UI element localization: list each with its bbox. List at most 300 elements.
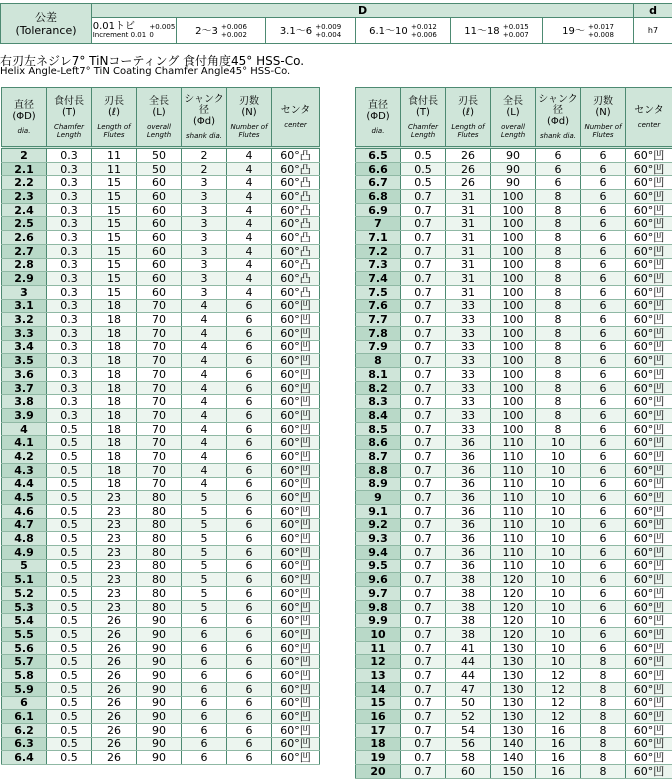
cell-flute-count: 6 <box>581 162 626 176</box>
cell-chamfer-length: 0.5 <box>47 696 92 710</box>
cell-shank-diameter: 10 <box>536 587 581 601</box>
cell-chamfer-length: 0.7 <box>401 504 446 518</box>
cell-diameter: 6.1 <box>2 710 47 724</box>
column-header-flute-count <box>227 88 272 148</box>
cell-flute-count: 6 <box>581 326 626 340</box>
cell-flute-length: 18 <box>92 313 137 327</box>
cell-overall-length: 130 <box>491 696 536 710</box>
cell-diameter: 2.8 <box>2 258 47 272</box>
cell-chamfer-length: 0.5 <box>47 628 92 642</box>
cell-shank-diameter: 8 <box>536 190 581 204</box>
table-row <box>2 409 320 423</box>
cell-center: 60°凹 <box>626 614 672 628</box>
cell-flute-count: 6 <box>227 436 272 450</box>
cell-diameter: 4.2 <box>2 450 47 464</box>
cell-chamfer-length: 0.7 <box>401 422 446 436</box>
cell-overall-length: 100 <box>491 299 536 313</box>
cell-overall-length: 110 <box>491 436 536 450</box>
cell-flute-count: 4 <box>227 258 272 272</box>
table-row <box>2 368 320 382</box>
cell-overall-length: 60 <box>137 176 182 190</box>
cell-center: 60°凹 <box>272 422 320 436</box>
cell-diameter: 4.9 <box>2 545 47 559</box>
cell-overall-length: 150 <box>491 764 536 778</box>
cell-flute-count: 6 <box>227 573 272 587</box>
cell-center: 60°凹 <box>626 477 672 491</box>
cell-flute-length: 33 <box>446 409 491 423</box>
column-header-en: center <box>272 121 319 129</box>
table-row <box>2 244 320 258</box>
column-header-symbol: (T) <box>47 107 91 118</box>
tol-range: 19〜 <box>562 26 585 37</box>
column-header-chamfer-length <box>47 88 92 148</box>
cell-overall-length: 60 <box>137 258 182 272</box>
cell-diameter: 4.6 <box>2 504 47 518</box>
cell-chamfer-length: 0.5 <box>47 710 92 724</box>
column-header-en: shank dia. <box>536 132 580 140</box>
table-row <box>2 723 320 737</box>
cell-flute-length: 23 <box>92 559 137 573</box>
cell-flute-count: 6 <box>581 573 626 587</box>
cell-flute-count: 6 <box>581 285 626 299</box>
tol-upper: +0.015 <box>503 23 529 31</box>
table-row <box>356 258 672 272</box>
table-row <box>356 723 672 737</box>
cell-overall-length: 110 <box>491 559 536 573</box>
cell-chamfer-length: 0.7 <box>401 258 446 272</box>
cell-flute-length: 26 <box>92 614 137 628</box>
cell-flute-length: 31 <box>446 285 491 299</box>
cell-flute-count: 6 <box>581 422 626 436</box>
cell-flute-count: 6 <box>581 217 626 231</box>
cell-flute-length: 36 <box>446 463 491 477</box>
cell-diameter: 14 <box>356 682 401 696</box>
cell-flute-count: 6 <box>227 545 272 559</box>
column-header-en: Number of Flutes <box>581 123 625 139</box>
cell-flute-count: 6 <box>227 696 272 710</box>
tol-range: 3.1〜6 <box>280 26 312 37</box>
cell-center: 60°凹 <box>626 381 672 395</box>
cell-flute-count: 4 <box>227 148 272 163</box>
cell-overall-length: 70 <box>137 477 182 491</box>
cell-overall-length: 130 <box>491 641 536 655</box>
cell-diameter: 4.3 <box>2 463 47 477</box>
cell-flute-count: 6 <box>227 751 272 765</box>
cell-shank-diameter: 5 <box>182 532 227 546</box>
cell-diameter: 7.4 <box>356 272 401 286</box>
cell-chamfer-length: 0.7 <box>401 477 446 491</box>
cell-flute-count: 6 <box>227 587 272 601</box>
cell-chamfer-length: 0.7 <box>401 231 446 245</box>
cell-overall-length: 130 <box>491 669 536 683</box>
cell-diameter: 8.6 <box>356 436 401 450</box>
cell-flute-length: 38 <box>446 600 491 614</box>
cell-diameter: 17 <box>356 723 401 737</box>
cell-chamfer-length: 0.7 <box>401 299 446 313</box>
cell-chamfer-length: 0.5 <box>47 641 92 655</box>
cell-center: 60°凹 <box>272 696 320 710</box>
cell-flute-length: 18 <box>92 422 137 436</box>
cell-flute-length: 54 <box>446 723 491 737</box>
cell-flute-count: 6 <box>581 340 626 354</box>
cell-flute-length: 26 <box>92 628 137 642</box>
tolerance-label <box>1 4 92 44</box>
cell-shank-diameter: 10 <box>536 559 581 573</box>
table-row <box>2 299 320 313</box>
cell-center: 60°凹 <box>626 573 672 587</box>
table-row <box>2 422 320 436</box>
cell-flute-length: 23 <box>92 491 137 505</box>
table-row <box>2 450 320 464</box>
cell-overall-length: 70 <box>137 463 182 477</box>
table-row <box>356 148 672 163</box>
cell-diameter: 10 <box>356 628 401 642</box>
table-row <box>356 532 672 546</box>
cell-flute-length: 33 <box>446 395 491 409</box>
cell-chamfer-length: 0.5 <box>47 518 92 532</box>
cell-overall-length: 70 <box>137 354 182 368</box>
cell-flute-length: 33 <box>446 326 491 340</box>
cell-shank-diameter: 8 <box>536 368 581 382</box>
cell-overall-length: 70 <box>137 299 182 313</box>
cell-flute-length: 18 <box>92 354 137 368</box>
cell-flute-length: 31 <box>446 258 491 272</box>
cell-overall-length: 70 <box>137 313 182 327</box>
tolerance-range-cell <box>177 18 266 44</box>
cell-flute-length: 36 <box>446 545 491 559</box>
cell-flute-length: 26 <box>92 710 137 724</box>
cell-overall-length: 80 <box>137 587 182 601</box>
table-row <box>2 614 320 628</box>
cell-flute-length: 31 <box>446 217 491 231</box>
column-header-en: center <box>626 121 672 129</box>
cell-diameter: 5.2 <box>2 587 47 601</box>
cell-flute-count: 6 <box>227 340 272 354</box>
cell-flute-count: 6 <box>227 450 272 464</box>
cell-flute-length: 31 <box>446 190 491 204</box>
cell-chamfer-length: 0.7 <box>401 696 446 710</box>
cell-chamfer-length: 0.7 <box>401 518 446 532</box>
cell-chamfer-length: 0.7 <box>401 600 446 614</box>
table-row <box>2 655 320 669</box>
cell-shank-diameter: 10 <box>536 573 581 587</box>
cell-center: 60°凹 <box>626 641 672 655</box>
cell-shank-diameter: 16 <box>536 737 581 751</box>
cell-overall-length: 110 <box>491 477 536 491</box>
cell-shank-diameter: 10 <box>536 450 581 464</box>
cell-diameter: 2.1 <box>2 162 47 176</box>
cell-flute-count: 6 <box>227 463 272 477</box>
cell-overall-length: 130 <box>491 710 536 724</box>
cell-flute-length: 31 <box>446 272 491 286</box>
cell-flute-length: 31 <box>446 231 491 245</box>
cell-shank-diameter: 8 <box>536 272 581 286</box>
cell-shank-diameter: 6 <box>182 641 227 655</box>
cell-overall-length: 110 <box>491 518 536 532</box>
column-header-symbol: (ℓ) <box>92 107 136 118</box>
cell-center: 60°凹 <box>626 326 672 340</box>
cell-center: 60°凹 <box>626 368 672 382</box>
cell-flute-length: 18 <box>92 477 137 491</box>
cell-shank-diameter: 4 <box>182 436 227 450</box>
tol-upper: +0.005 <box>149 23 175 31</box>
tolerance-d-value: h7 <box>634 18 672 44</box>
cell-chamfer-length: 0.5 <box>47 655 92 669</box>
cell-flute-count: 6 <box>581 614 626 628</box>
cell-chamfer-length: 0.5 <box>47 463 92 477</box>
column-header-diameter <box>356 88 401 148</box>
cell-flute-length: 33 <box>446 340 491 354</box>
cell-shank-diameter: 5 <box>182 518 227 532</box>
cell-chamfer-length: 0.7 <box>401 751 446 765</box>
cell-chamfer-length: 0.7 <box>401 368 446 382</box>
cell-flute-length: 58 <box>446 751 491 765</box>
cell-flute-length: 18 <box>92 299 137 313</box>
cell-shank-diameter: 5 <box>182 545 227 559</box>
cell-flute-length: 15 <box>92 176 137 190</box>
cell-diameter: 20 <box>356 764 401 778</box>
cell-center: 60°凹 <box>626 600 672 614</box>
cell-overall-length: 120 <box>491 628 536 642</box>
cell-diameter: 2.6 <box>2 231 47 245</box>
cell-diameter: 4.8 <box>2 532 47 546</box>
cell-shank-diameter: 5 <box>182 573 227 587</box>
cell-diameter: 9.1 <box>356 504 401 518</box>
cell-shank-diameter: 10 <box>536 477 581 491</box>
cell-diameter: 9.5 <box>356 559 401 573</box>
cell-center: 60°凹 <box>272 463 320 477</box>
cell-center: 60°凹 <box>626 244 672 258</box>
tolerance-header-d: d <box>634 4 672 18</box>
cell-shank-diameter: 8 <box>536 299 581 313</box>
cell-flute-length: 36 <box>446 518 491 532</box>
cell-chamfer-length: 0.3 <box>47 313 92 327</box>
cell-overall-length: 60 <box>137 190 182 204</box>
cell-shank-diameter: 6 <box>536 176 581 190</box>
cell-diameter: 11 <box>356 641 401 655</box>
cell-shank-diameter: 3 <box>182 244 227 258</box>
cell-flute-count: 4 <box>227 176 272 190</box>
cell-diameter: 6.5 <box>356 148 401 163</box>
cell-center: 60°凹 <box>626 299 672 313</box>
cell-diameter: 7.6 <box>356 299 401 313</box>
tol-range: 6.1〜10 <box>369 26 408 37</box>
cell-overall-length: 120 <box>491 614 536 628</box>
cell-diameter: 5.3 <box>2 600 47 614</box>
cell-flute-count: 6 <box>227 491 272 505</box>
cell-overall-length: 90 <box>137 655 182 669</box>
cell-overall-length: 90 <box>137 641 182 655</box>
cell-chamfer-length: 0.7 <box>401 532 446 546</box>
cell-center: 60°凹 <box>272 409 320 423</box>
table-row <box>2 217 320 231</box>
column-header-en: dia. <box>356 127 400 135</box>
cell-diameter: 6.2 <box>2 723 47 737</box>
cell-flute-length: 26 <box>92 641 137 655</box>
cell-flute-count: 8 <box>581 696 626 710</box>
cell-diameter: 6.6 <box>356 162 401 176</box>
cell-overall-length: 90 <box>137 669 182 683</box>
cell-diameter: 7.2 <box>356 244 401 258</box>
cell-shank-diameter: 4 <box>182 409 227 423</box>
table-row <box>2 436 320 450</box>
cell-diameter: 9.7 <box>356 587 401 601</box>
cell-center: 60°凹 <box>272 641 320 655</box>
cell-center: 60°凹 <box>626 559 672 573</box>
tol-upper: +0.012 <box>411 23 437 31</box>
cell-overall-length: 120 <box>491 587 536 601</box>
cell-flute-count: 6 <box>227 409 272 423</box>
cell-center: 60°凹 <box>272 682 320 696</box>
cell-shank-diameter: 8 <box>536 231 581 245</box>
cell-flute-length: 23 <box>92 518 137 532</box>
cell-diameter: 5 <box>2 559 47 573</box>
cell-center: 60°凹 <box>272 491 320 505</box>
cell-shank-diameter: 6 <box>182 751 227 765</box>
cell-flute-count: 6 <box>581 381 626 395</box>
cell-shank-diameter: 3 <box>182 272 227 286</box>
column-header-jp: 全長 <box>491 96 535 107</box>
tolerance-range-cell <box>266 18 356 44</box>
cell-center: 60°凹 <box>626 354 672 368</box>
cell-flute-count: 6 <box>581 518 626 532</box>
cell-center: 60°凹 <box>626 532 672 546</box>
cell-center: 60°凹 <box>626 710 672 724</box>
cell-flute-length: 31 <box>446 203 491 217</box>
cell-shank-diameter: 6 <box>182 655 227 669</box>
cell-flute-count: 6 <box>581 203 626 217</box>
cell-chamfer-length: 0.3 <box>47 395 92 409</box>
cell-flute-count: 6 <box>581 231 626 245</box>
cell-chamfer-length: 0.3 <box>47 354 92 368</box>
cell-flute-length: 15 <box>92 203 137 217</box>
cell-overall-length: 100 <box>491 340 536 354</box>
cell-chamfer-length: 0.5 <box>47 723 92 737</box>
tol-upper: +0.009 <box>315 23 341 31</box>
cell-flute-length: 18 <box>92 436 137 450</box>
cell-flute-count: 6 <box>581 409 626 423</box>
table-row <box>2 504 320 518</box>
cell-center: 60°凹 <box>626 313 672 327</box>
cell-chamfer-length: 0.5 <box>47 450 92 464</box>
cell-overall-length: 130 <box>491 682 536 696</box>
cell-diameter: 3.9 <box>2 409 47 423</box>
cell-overall-length: 90 <box>491 162 536 176</box>
cell-diameter: 8.3 <box>356 395 401 409</box>
tol-upper: +0.017 <box>588 23 614 31</box>
cell-shank-diameter: 6 <box>182 696 227 710</box>
cell-overall-length: 60 <box>137 244 182 258</box>
cell-shank-diameter: 10 <box>536 532 581 546</box>
cell-center: 60°凹 <box>272 299 320 313</box>
cell-overall-length: 60 <box>137 285 182 299</box>
cell-center: 60°凹 <box>626 395 672 409</box>
cell-center: 60°凹 <box>272 381 320 395</box>
cell-diameter: 7.1 <box>356 231 401 245</box>
cell-flute-count: 6 <box>227 313 272 327</box>
cell-chamfer-length: 0.5 <box>47 504 92 518</box>
cell-chamfer-length: 0.7 <box>401 614 446 628</box>
cell-flute-count: 6 <box>227 477 272 491</box>
cell-shank-diameter: 5 <box>182 559 227 573</box>
cell-diameter: 2.3 <box>2 190 47 204</box>
cell-overall-length: 110 <box>491 491 536 505</box>
cell-chamfer-length: 0.7 <box>401 190 446 204</box>
cell-shank-diameter: 4 <box>182 313 227 327</box>
cell-flute-length: 38 <box>446 587 491 601</box>
cell-flute-length: 56 <box>446 737 491 751</box>
cell-diameter: 4 <box>2 422 47 436</box>
cell-diameter: 16 <box>356 710 401 724</box>
cell-flute-count: 4 <box>227 162 272 176</box>
table-row <box>2 573 320 587</box>
cell-flute-count: 4 <box>227 231 272 245</box>
table-row <box>356 628 672 642</box>
cell-flute-count: 6 <box>581 545 626 559</box>
cell-shank-diameter: 12 <box>536 710 581 724</box>
cell-overall-length: 100 <box>491 203 536 217</box>
cell-diameter: 5.6 <box>2 641 47 655</box>
cell-center: 60°凹 <box>272 655 320 669</box>
cell-flute-count: 4 <box>227 217 272 231</box>
cell-chamfer-length: 0.3 <box>47 148 92 163</box>
column-header-symbol: (L) <box>491 107 535 118</box>
table-row <box>356 682 672 696</box>
table-row <box>2 258 320 272</box>
cell-flute-length: 18 <box>92 368 137 382</box>
cell-overall-length: 70 <box>137 395 182 409</box>
cell-diameter: 8.2 <box>356 381 401 395</box>
cell-center: 60°凸 <box>272 176 320 190</box>
column-header-chamfer-length <box>401 88 446 148</box>
cell-shank-diameter: 4 <box>182 395 227 409</box>
cell-flute-length: 38 <box>446 614 491 628</box>
cell-shank-diameter: 6 <box>536 148 581 163</box>
cell-shank-diameter: 6 <box>536 162 581 176</box>
column-header-jp: 刃長 <box>92 96 136 107</box>
cell-shank-diameter: 3 <box>182 285 227 299</box>
cell-diameter: 8.5 <box>356 422 401 436</box>
cell-overall-length: 110 <box>491 532 536 546</box>
cell-chamfer-length: 0.5 <box>47 614 92 628</box>
cell-overall-length: 100 <box>491 354 536 368</box>
cell-chamfer-length: 0.3 <box>47 176 92 190</box>
cell-flute-length: 23 <box>92 573 137 587</box>
cell-overall-length: 100 <box>491 217 536 231</box>
column-header-diameter <box>2 88 47 148</box>
table-row <box>2 710 320 724</box>
cell-flute-length: 26 <box>92 682 137 696</box>
cell-flute-count: 6 <box>227 395 272 409</box>
cell-shank-diameter: 8 <box>536 244 581 258</box>
cell-flute-count: 8 <box>581 764 626 778</box>
cell-center: 60°凹 <box>272 628 320 642</box>
cell-chamfer-length: 0.5 <box>47 682 92 696</box>
cell-chamfer-length: 0.5 <box>47 477 92 491</box>
cell-shank-diameter: 3 <box>182 258 227 272</box>
cell-flute-length: 18 <box>92 463 137 477</box>
cell-flute-count: 6 <box>227 381 272 395</box>
cell-flute-length: 41 <box>446 641 491 655</box>
column-header-en: shank dia. <box>182 132 226 140</box>
column-header-jp: 食付長 <box>401 96 445 107</box>
cell-flute-length: 33 <box>446 354 491 368</box>
cell-center: 60°凹 <box>272 340 320 354</box>
cell-flute-length: 18 <box>92 450 137 464</box>
cell-diameter: 6.8 <box>356 190 401 204</box>
cell-chamfer-length: 0.5 <box>401 148 446 163</box>
cell-flute-length: 38 <box>446 573 491 587</box>
